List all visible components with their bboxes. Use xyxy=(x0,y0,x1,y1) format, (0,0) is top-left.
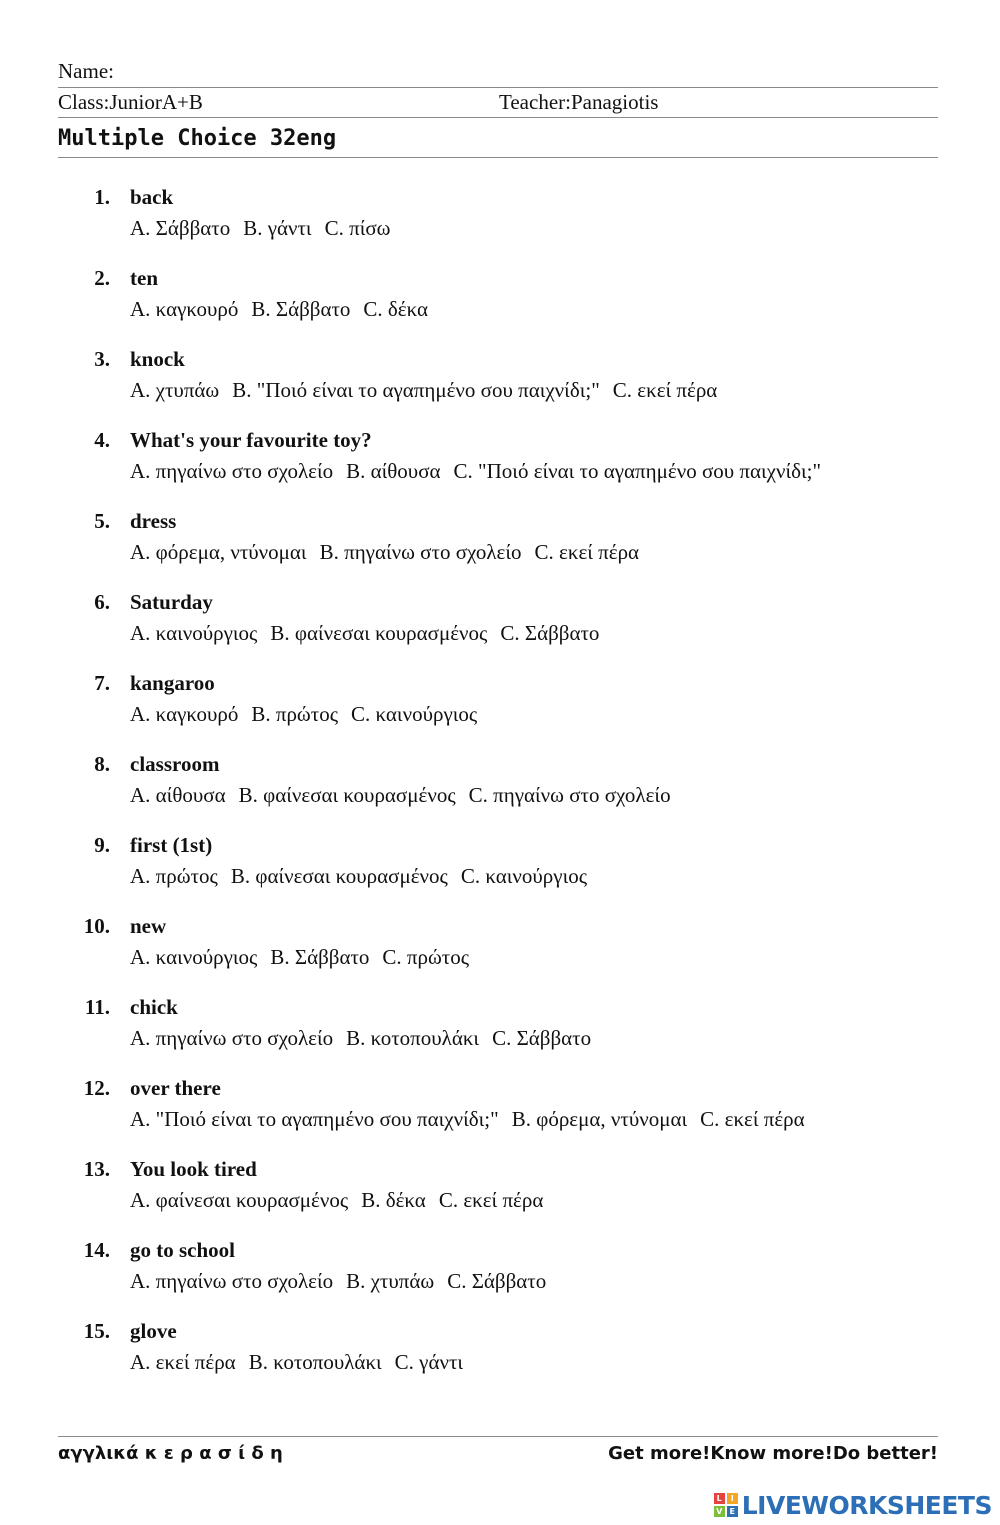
question-item xyxy=(58,992,938,1073)
question-word: classroom xyxy=(130,752,220,776)
question-word: knock xyxy=(130,347,185,371)
answer-options xyxy=(130,537,652,567)
answer-option[interactable]: B. χτυπάω xyxy=(346,1269,435,1293)
logo-square: E xyxy=(727,1506,738,1517)
answer-option[interactable]: B. κοτοπουλάκι xyxy=(346,1026,480,1050)
answer-option[interactable]: B. πρώτος xyxy=(251,702,339,726)
page-title: Multiple Choice 32eng xyxy=(58,122,938,158)
answer-options xyxy=(130,618,612,648)
answer-options xyxy=(130,699,490,729)
question-word: chick xyxy=(130,995,178,1019)
answer-option[interactable]: A. φόρεμα, ντύνομαι xyxy=(130,540,307,564)
question-item xyxy=(58,425,938,506)
answer-option[interactable]: B. Σάββατο xyxy=(270,945,370,969)
question-item xyxy=(58,668,938,749)
answer-option[interactable]: A. καινούργιος xyxy=(130,945,258,969)
answer-option[interactable]: A. πηγαίνω στο σχολείο xyxy=(130,459,334,483)
name-label: Name: xyxy=(58,59,114,83)
question-number: 15. xyxy=(83,1319,110,1343)
footer-slogan: Get more!Know more!Do better! xyxy=(608,1443,938,1464)
question-word: Saturday xyxy=(130,590,213,614)
question-item xyxy=(58,587,938,668)
answer-option[interactable]: A. "Ποιό είναι το αγαπημένο σου παιχνίδι;" xyxy=(130,1107,499,1131)
question-number: 12. xyxy=(83,1076,110,1100)
question-word: go to school xyxy=(130,1238,235,1262)
answer-option[interactable]: A. πρώτος xyxy=(130,864,218,888)
question-number: 4. xyxy=(94,428,110,452)
answer-options xyxy=(130,1266,559,1296)
question-number: 6. xyxy=(94,590,110,614)
answer-option[interactable]: B. Σάββατο xyxy=(251,297,351,321)
answer-options xyxy=(130,942,482,972)
logo-square: I xyxy=(727,1493,738,1504)
logo-square: V xyxy=(714,1506,725,1517)
answer-option[interactable]: C. δέκα xyxy=(363,297,429,321)
answer-option[interactable]: A. χτυπάω xyxy=(130,378,220,402)
question-word: first (1st) xyxy=(130,833,213,857)
answer-option[interactable]: C. γάντι xyxy=(394,1350,464,1374)
question-item xyxy=(58,182,938,263)
answer-options xyxy=(130,1347,476,1377)
answer-option[interactable]: C. πρώτος xyxy=(382,945,470,969)
answer-option[interactable]: C. πηγαίνω στο σχολείο xyxy=(468,783,671,807)
footer-divider xyxy=(58,1436,938,1437)
question-word: back xyxy=(130,185,174,209)
answer-option[interactable]: C. εκεί πέρα xyxy=(534,540,640,564)
class-label: Class:JuniorA+B xyxy=(58,90,203,114)
answer-options xyxy=(130,213,403,243)
question-number: 8. xyxy=(94,752,110,776)
question-item xyxy=(58,1235,938,1316)
answer-option[interactable]: B. φαίνεσαι κουρασμένος xyxy=(230,864,448,888)
answer-option[interactable]: C. καινούργιος xyxy=(351,702,478,726)
answer-option[interactable]: A. καινούργιος xyxy=(130,621,258,645)
answer-option[interactable]: B. φόρεμα, ντύνομαι xyxy=(511,1107,688,1131)
answer-option[interactable]: A. φαίνεσαι κουρασμένος xyxy=(130,1188,349,1212)
question-number: 9. xyxy=(94,833,110,857)
class-row xyxy=(58,89,938,118)
answer-options xyxy=(130,1023,604,1053)
question-word: new xyxy=(130,914,167,938)
answer-option[interactable]: B. κοτοπουλάκι xyxy=(248,1350,382,1374)
answer-option[interactable]: A. καγκουρό xyxy=(130,702,239,726)
question-item xyxy=(58,1154,938,1235)
brand-text: LIVEWORKSHEETS xyxy=(741,1490,992,1520)
logo-square: L xyxy=(714,1493,725,1504)
question-number: 14. xyxy=(83,1238,110,1262)
answer-option[interactable]: B. φαίνεσαι κουρασμένος xyxy=(238,783,456,807)
footer-left-text: αγγλικά κ ε ρ α σ ί δ η xyxy=(58,1443,283,1464)
answer-options xyxy=(130,780,684,810)
answer-option[interactable]: A. Σάββατο xyxy=(130,216,231,240)
answer-option[interactable]: C. "Ποιό είναι το αγαπημένο σου παιχνίδι;" xyxy=(453,459,822,483)
question-word: over there xyxy=(130,1076,221,1100)
answer-option[interactable]: C. εκεί πέρα xyxy=(612,378,718,402)
answer-option[interactable]: C. εκεί πέρα xyxy=(700,1107,805,1131)
question-number: 3. xyxy=(94,347,110,371)
question-item xyxy=(58,1316,938,1397)
question-word: dress xyxy=(130,509,177,533)
answer-options xyxy=(130,294,441,324)
answer-option[interactable]: A. εκεί πέρα xyxy=(130,1350,236,1374)
answer-option[interactable]: C. Σάββατο xyxy=(492,1026,592,1050)
question-number: 7. xyxy=(94,671,110,695)
name-row xyxy=(58,58,938,88)
teacher-label: Teacher:Panagiotis xyxy=(499,90,659,114)
question-item xyxy=(58,263,938,344)
answer-options xyxy=(130,1104,818,1134)
question-item xyxy=(58,344,938,425)
answer-options xyxy=(130,456,834,486)
answer-option[interactable]: B. δέκα xyxy=(361,1188,426,1212)
answer-option[interactable]: C. πίσω xyxy=(324,216,391,240)
question-word: kangaroo xyxy=(130,671,215,695)
answer-option[interactable]: B. αίθουσα xyxy=(346,459,441,483)
answer-option[interactable]: B. "Ποιό είναι το αγαπημένο σου παιχνίδι;" xyxy=(232,378,600,402)
answer-option[interactable]: B. πηγαίνω στο σχολείο xyxy=(319,540,522,564)
answer-options xyxy=(130,375,730,405)
question-word: You look tired xyxy=(130,1157,257,1181)
question-number: 11. xyxy=(84,995,110,1019)
liveworksheets-brand[interactable] xyxy=(714,1490,992,1520)
answer-options xyxy=(130,1185,556,1215)
answer-option[interactable]: A. αίθουσα xyxy=(130,783,226,807)
question-item xyxy=(58,506,938,587)
answer-option[interactable]: C. καινούργιος xyxy=(460,864,588,888)
answer-option[interactable]: C. Σάββατο xyxy=(447,1269,547,1293)
question-item xyxy=(58,911,938,992)
answer-option[interactable]: A. καγκουρό xyxy=(130,297,239,321)
answer-option[interactable]: C. Σάββατο xyxy=(500,621,600,645)
question-number: 13. xyxy=(83,1157,110,1181)
answer-option[interactable]: B. φαίνεσαι κουρασμένος xyxy=(270,621,488,645)
question-number: 1. xyxy=(94,185,110,209)
question-item xyxy=(58,749,938,830)
answer-options xyxy=(130,861,600,891)
liveworksheets-logo-icon xyxy=(714,1493,738,1517)
answer-option[interactable]: A. πηγαίνω στο σχολείο xyxy=(130,1269,334,1293)
question-number: 2. xyxy=(94,266,110,290)
question-item xyxy=(58,1073,938,1154)
question-number: 5. xyxy=(94,509,110,533)
question-word: glove xyxy=(130,1319,177,1343)
question-number: 10. xyxy=(83,914,110,938)
answer-option[interactable]: B. γάντι xyxy=(243,216,312,240)
answer-option[interactable]: C. εκεί πέρα xyxy=(438,1188,544,1212)
question-word: What's your favourite toy? xyxy=(130,428,372,452)
question-word: ten xyxy=(130,266,158,290)
question-list xyxy=(58,182,938,1397)
answer-option[interactable]: A. πηγαίνω στο σχολείο xyxy=(130,1026,334,1050)
question-item xyxy=(58,830,938,911)
